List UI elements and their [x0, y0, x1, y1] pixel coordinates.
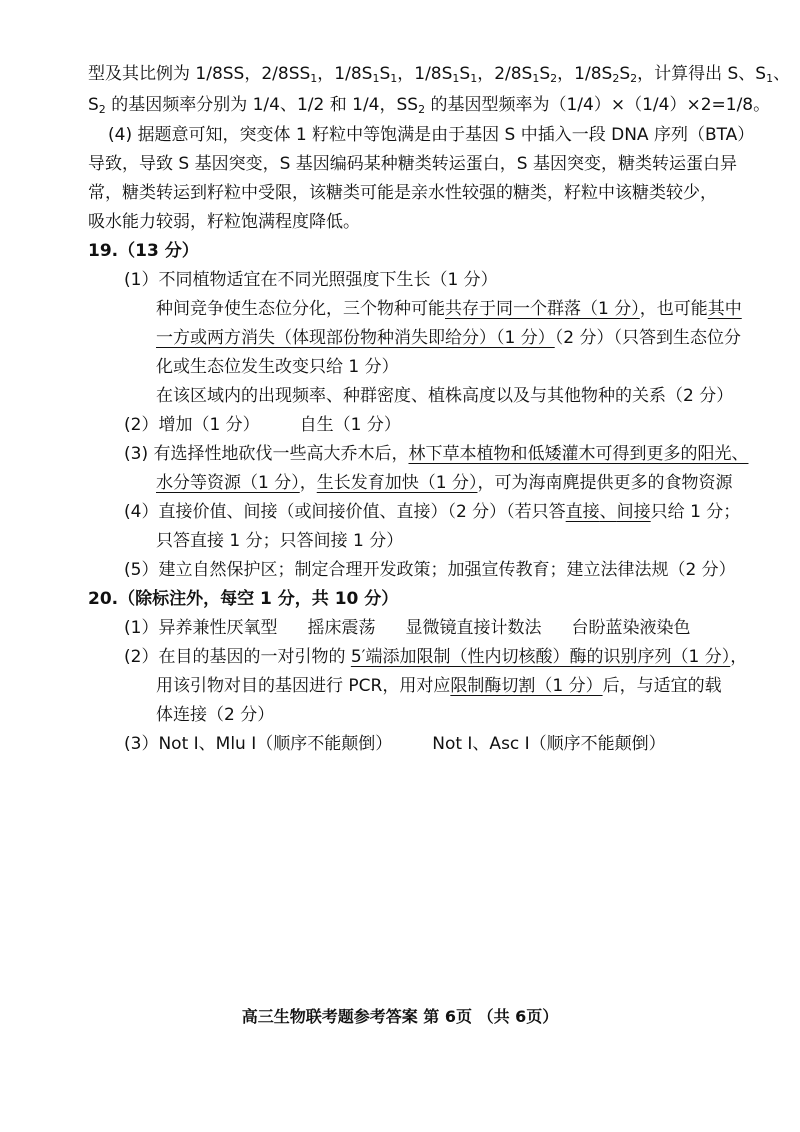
answer-19-1-line-2: 种间竞争使生态位分化，三个物种可能共存于同一个群落（1 分），也可能其中: [156, 299, 742, 319]
answer-19-1-line-3: 一方或两方消失（体现部份物种消失即给分）（1 分）（2 分）（只答到生态位分: [156, 328, 741, 348]
answer-19-4-line-1: (4）直接价值、间接（或间接价值、直接）（2 分）（若只答直接、间接只给 1 分；: [124, 502, 741, 522]
answer-19-5: (5）建立自然保护区；制定合理开发政策；加强宣传教育；建立法律法规（2 分）: [124, 560, 736, 580]
answer-20-2-line-3: 体连接（2 分）: [156, 705, 275, 725]
answer-19-3-line-1: (3) 有选择性地砍伐一些高大乔木后，林下草本植物和低矮灌木可得到更多的阳光、: [124, 444, 749, 464]
answer-18-4-line-1: (4) 据题意可知，突变体 1 籽粒中等饱满是由于基因 S 中插入一段 DNA 序列（BTA）: [108, 125, 755, 145]
question-19-header: 19.（13 分）: [88, 241, 199, 261]
answer-19-1-line-5: 在该区域内的出现频率、种群密度、植株高度以及与其他物种的关系（2 分）: [156, 386, 734, 406]
answer-20-2-line-1: (2）在目的基因的一对引物的 5′端添加限制（性内切核酸）酶的识别序列（1 分），: [124, 647, 748, 667]
answer-19-4-line-2: 只答直接 1 分；只答间接 1 分）: [156, 531, 404, 551]
answer-19-2: (2）增加（1 分） 自生（1 分）: [124, 415, 401, 435]
page-footer: 高三生物联考题参考答案 第 6页 （共 6页）: [241, 1007, 559, 1026]
answer-18-4-line-2: 导致，导致 S 基因突变，S 基因编码某种糖类转运蛋白，S 基因突变，糖类转运蛋白异: [88, 154, 737, 174]
answer-18-4-line-4: 吸水能力较弱，籽粒饱满程度降低。: [88, 212, 360, 232]
answer-18-4-line-3: 常，糖类转运到籽粒中受限，该糖类可能是亲水性较强的糖类，籽粒中该糖类较少，: [88, 183, 717, 203]
answer-20-2-line-2: 用该引物对目的基因进行 PCR，用对应限制酶切割（1 分）后，与适宜的载: [156, 676, 722, 696]
answer-19-1-line-1: (1）不同植物适宜在不同光照强度下生长（1 分）: [124, 270, 498, 290]
answer-20-3: (3）Not Ⅰ、Mlu Ⅰ（顺序不能颠倒） Not Ⅰ、Asc Ⅰ（顺序不能颠倒）: [124, 734, 666, 754]
question-20-header: 20.（除标注外，每空 1 分，共 10 分）: [88, 589, 399, 609]
answer-20-1: (1）异养兼性厌氧型 摇床震荡 显微镜直接计数法 台盼蓝染液染色: [124, 618, 691, 638]
genotype-ratio-line: 型及其比例为 1/8SS，$2/8SS_1$，$1/8S_1S_1$，$1/8S_1S_1$，$2/8S_1S_2$，$1/8S_2S_2$，计算得出 S、$S_1$、: [88, 64, 791, 85]
answer-19-1-line-4: 化或生态位发生改变只给 1 分）: [156, 357, 399, 377]
gene-frequency-line: $S_2$ 的基因频率分别为 1/4、1/2 和 1/4，$SS_2$ 的基因型频率为（1/4）×（1/4）×2=1/8。: [88, 95, 771, 116]
answer-19-3-line-2: 水分等资源（1 分），生长发育加快（1 分），可为海南麂提供更多的食物资源: [156, 473, 733, 493]
